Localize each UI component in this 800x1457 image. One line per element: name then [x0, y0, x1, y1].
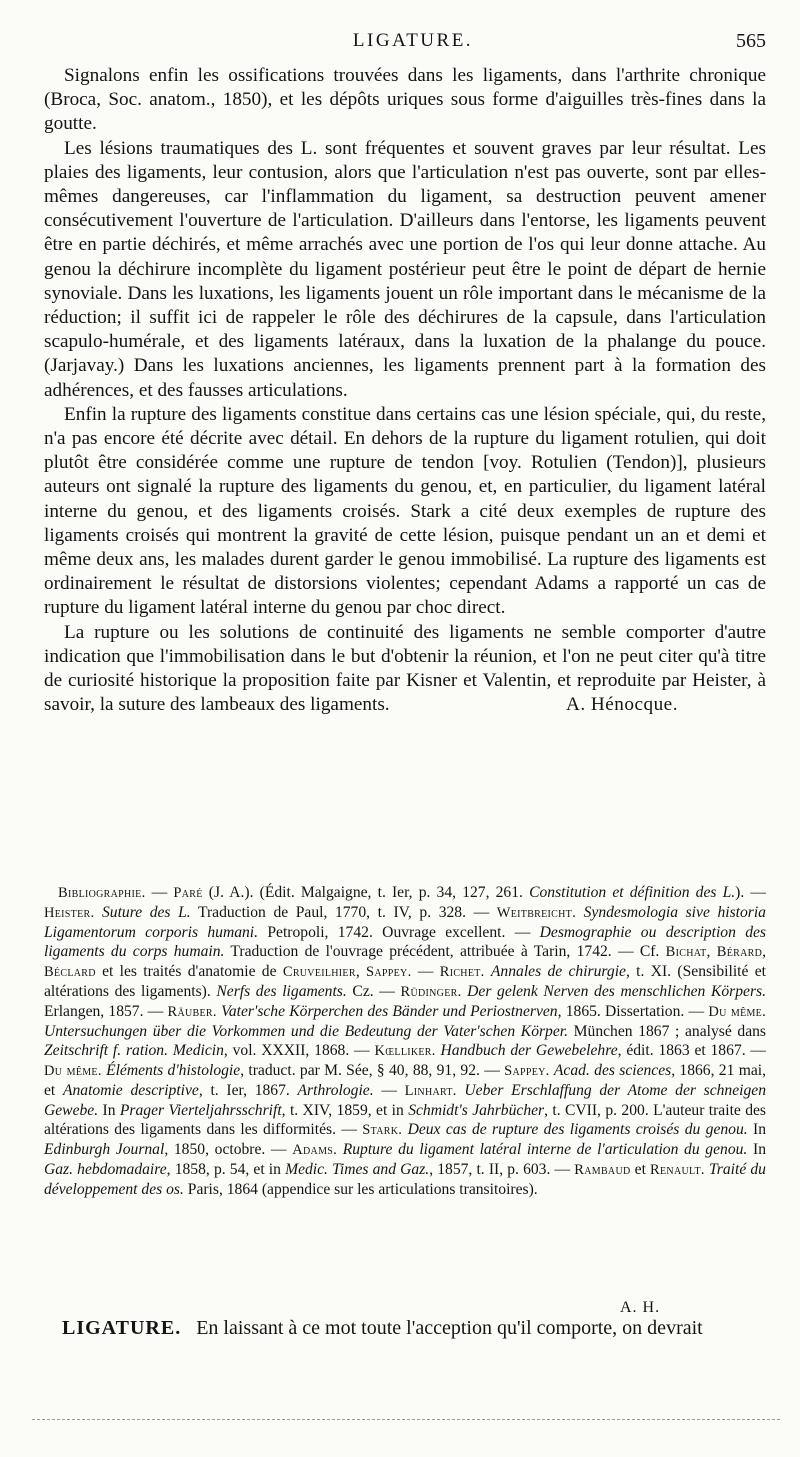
bibliography-segment: —: [373, 1082, 405, 1099]
bibliography-segment: Kœlliker.: [374, 1043, 436, 1059]
bibliography-segment: Paris, 1864 (appendice sur les articulations transitoires).: [183, 1181, 538, 1198]
bibliography-segment: Bérard: [716, 944, 763, 960]
bibliography-segment: Bichat: [665, 944, 707, 960]
bibliography-segment: Weitbreicht.: [496, 905, 577, 921]
page-header: [60, 30, 766, 58]
bibliography-segment: Richet.: [439, 964, 485, 980]
bibliography-segment: Cz. —: [346, 983, 401, 1000]
bibliography-segment: , édit. 1863 et 1867. —: [617, 1042, 767, 1059]
bibliography-segment: München 1867 ; analysé dans: [568, 1023, 766, 1040]
bibliography-segment: , 1850, octobre. —: [164, 1141, 293, 1158]
bibliography-segment: Heister.: [44, 905, 95, 921]
bibliography-segment: ,: [355, 963, 367, 980]
bibliography-segment: Renault.: [650, 1162, 705, 1178]
bibliography-segment: Du même.: [708, 1004, 767, 1020]
bibliography-segment: [94, 904, 102, 921]
paragraph-rupture: Enfin la rupture des ligaments constitue dans certains cas une lésion spéciale, qui, du reste, n'a pas encore été décrite avec détail. En dehors de la rupture du ligament rotulien, qui doit plutôt être considérée comme une rupture de tendon [voy. Rotulien (Tendon)], plusieurs auteurs ont signalé la rupture des ligaments du genou, et, en particulier, du ligament latéral interne du genou, et des ligaments croisés. Stark a cité deux exemples de rupture des ligaments croisés qui montrent la gravité de cette lésion, puisque pendant un an et demi et même deux ans, les malades durent garder le genou immobilisé. La rupture des ligaments est ordinairement le résultat de distorsions violentes; cependant Adams a rapporté un cas de rupture du ligament latéral interne du genou par choc direct.: [44, 403, 766, 619]
bibliography-segment: Desmographie ou description des ligaments du corps humain.: [44, 924, 766, 960]
bibliography-segment: —: [145, 884, 174, 901]
bibliography-segment: , t. XI. (Sensibilité et altérations des ligaments).: [44, 963, 767, 1000]
bibliography-segment: ,: [706, 943, 717, 960]
bibliography-segment: et les traités d'anatomie de: [95, 963, 283, 980]
bibliography-segment: Deux cas de rupture des ligaments croisés du genou.: [407, 1121, 748, 1138]
running-title: LIGATURE.: [352, 30, 474, 51]
bottom-rule: [32, 1419, 780, 1420]
next-entry-text: En laissant à ce mot toute l'acception qu'il comporte, on devrait: [196, 1317, 703, 1339]
bibliography-segment: , 1866, 21 mai, et: [44, 1062, 766, 1099]
bibliography-segment: Der gelenk Nerven des menschlichen Körpers.: [467, 983, 766, 1000]
bibliography-segment: Adams.: [292, 1142, 338, 1158]
bibliography-segment: Prager Vierteljahrsschrift: [119, 1102, 282, 1119]
bibliography-segment: Traité du développement des os.: [44, 1161, 766, 1198]
bibliography-segment: Vater'sche Körperchen des Bänder und Periostnerven: [221, 1003, 558, 1020]
next-entry-headword: LIGATURE.: [62, 1317, 182, 1339]
bibliography-segment: (J. A.). (Édit. Malgaigne, t. Ier, p. 34, 127, 261.: [202, 884, 530, 901]
bibliography-segment: Untersuchungen über die Vorkommen und die Bedeutung der Vater'schen Körper.: [44, 1023, 569, 1040]
bibliography-segment: [576, 904, 584, 921]
bibliography-segment: Gaz. hebdomadaire: [44, 1161, 167, 1178]
bibliography-segment: Traduction de l'ouvrage précédent, attribuée à Tarin, 1742. — Cf.: [224, 943, 666, 960]
bibliography-segment: Schmidt's Jahrbücher: [408, 1102, 545, 1119]
bibliography-segment: Annales de chirurgie: [490, 963, 626, 980]
bibliography-segment: Ueber Erschlaffung der Atome der schneigen Gewebe.: [44, 1082, 767, 1119]
bibliography-segment: Rambaud: [574, 1162, 631, 1178]
bibliography-segment: Béclard: [44, 964, 96, 980]
bibliography-segment: Linhart.: [404, 1083, 457, 1099]
page-number: 565: [736, 30, 766, 52]
bibliography-segment: Räuber.: [167, 1004, 217, 1020]
bibliography-segment: Sappey.: [366, 964, 412, 980]
bibliography-segment: Constitution et définition des L.: [529, 884, 736, 901]
bibliography-segment: , traduct. par M. Sée, § 40, 88, 91, 92. —: [240, 1062, 505, 1079]
bibliography-segment: , t. XIV, 1859, et in: [281, 1102, 409, 1119]
bibliography-segment: ,: [762, 943, 767, 960]
bibliography-segment: ). —: [735, 884, 767, 901]
bibliography-segment: Rupture du ligament latéral interne de l'articulation du genou.: [342, 1141, 748, 1158]
bibliography-segment: Acad. des sciences: [553, 1062, 672, 1079]
bibliography-segment: Edinburgh Journal: [44, 1141, 165, 1158]
bibliography-segment: , 1865. Dissertation. —: [557, 1003, 709, 1020]
paragraph-ossifications: Signalons enfin les ossifications trouvées dans les ligaments, dans l'arthrite chronique (Broca, Soc. anatom., 1850), et les dépôts uriques sous forme d'aiguilles très-fines dans la goutte.: [44, 65, 766, 135]
bibliography-signature: A. H.: [620, 1299, 661, 1316]
bibliography-segment: , 1857, t. II, p. 603. —: [429, 1161, 575, 1178]
article-body: [44, 64, 766, 718]
bibliography-segment: Medic. Times and Gaz.: [285, 1161, 430, 1178]
bibliography-segment: Éléments d'histologie: [106, 1062, 241, 1079]
bibliography-segment: et: [630, 1161, 651, 1178]
bibliography-segment: Arthrologie.: [297, 1082, 374, 1099]
paragraph-traitement: La rupture ou les solutions de continuité des ligaments ne semble comporter d'autre indication que l'immobilisation dans le but d'obtenir la réunion, et l'on ne peut citer qu'à titre de curiosité historique la proposition faite par Kisner et Valentin, et reproduite par Heister, à savoir, la suture des lambeaux des ligaments.: [44, 621, 766, 716]
bibliography-segment: Cruveilhier: [282, 964, 356, 980]
bibliography-segment: Petropoli, 1742. Ouvrage excellent. —: [258, 924, 540, 941]
bibliography-segment: Zeitschrift f. ration. Medicin: [44, 1042, 224, 1059]
bibliography-segment: Syndesmologia sive historia Ligamentorum corporis humani.: [44, 904, 766, 941]
bibliography-segment: Rüdinger.: [400, 984, 462, 1000]
bibliography-segment: Sappey.: [504, 1063, 550, 1079]
bibliography-segment: Du même.: [44, 1063, 102, 1079]
bibliography-segment: Suture des L.: [101, 904, 191, 921]
bibliography-segment: Bibliographie.: [58, 885, 146, 901]
bibliography-segment: Paré: [173, 885, 203, 901]
bibliography-segment: Anatomie descriptive: [62, 1082, 199, 1099]
bibliography-segment: , t. CVII, p. 200. L'auteur traite des altérations des ligaments dans les difformités. —: [44, 1102, 766, 1138]
bibliography-segment: Stark.: [362, 1122, 403, 1138]
bibliography-segment: , vol. XXXII, 1868. —: [223, 1042, 375, 1059]
bibliography-segment: In: [98, 1102, 120, 1119]
bibliography-segment: Nerfs des ligaments.: [216, 983, 347, 1000]
author-signature: A. Hénocque.: [565, 694, 678, 716]
bibliography-segment: In: [747, 1141, 766, 1158]
paragraph-lesions-traumatiques: Les lésions traumatiques des L. sont fréquentes et souvent graves par leur résultat. Les plaies des ligaments, leur contusion, alors que l'articulation n'est pas ouverte, sont par elles-mêmes dangereuses, car l'inflammation du ligament, sa destruction peuvent amener consécutivement l'ouverture de l'articulation. D'ailleurs dans l'entorse, les ligaments peuvent être en partie déchirés, et même arrachés avec une portion de l'os qui leur donne attache. Au genou la déchirure incomplète du ligament postérieur peut être le point de départ de hernie synoviale. Dans les luxations, les ligaments jouent un rôle important dans le mécanisme de la réduction; il suffit ici de rappeler le rôle des déchirures de la capsule, dans l'articulation scapulo-humérale, et des ligaments latéraux, dans la luxation de la phalange du pouce. (Jarjavay.) Dans les luxations anciennes, les ligaments prennent part à la formation des adhérences, et des fausses articulations.: [44, 137, 766, 401]
bibliography-segment: , t. Ier, 1867.: [198, 1082, 298, 1099]
bibliography-segment: Handbuch der Gewebelehre: [440, 1042, 618, 1059]
bibliography-segment: , 1858, p. 54, et in: [166, 1161, 286, 1178]
next-entry: [62, 1317, 766, 1340]
bibliography: [44, 883, 766, 1199]
bibliography-segment: Erlangen, 1857. —: [44, 1003, 168, 1020]
bibliography-segment: In: [747, 1121, 767, 1138]
bibliography-segment: —: [411, 963, 440, 980]
bibliography-segment: Traduction de Paul, 1770, t. IV, p. 328. —: [190, 904, 497, 921]
